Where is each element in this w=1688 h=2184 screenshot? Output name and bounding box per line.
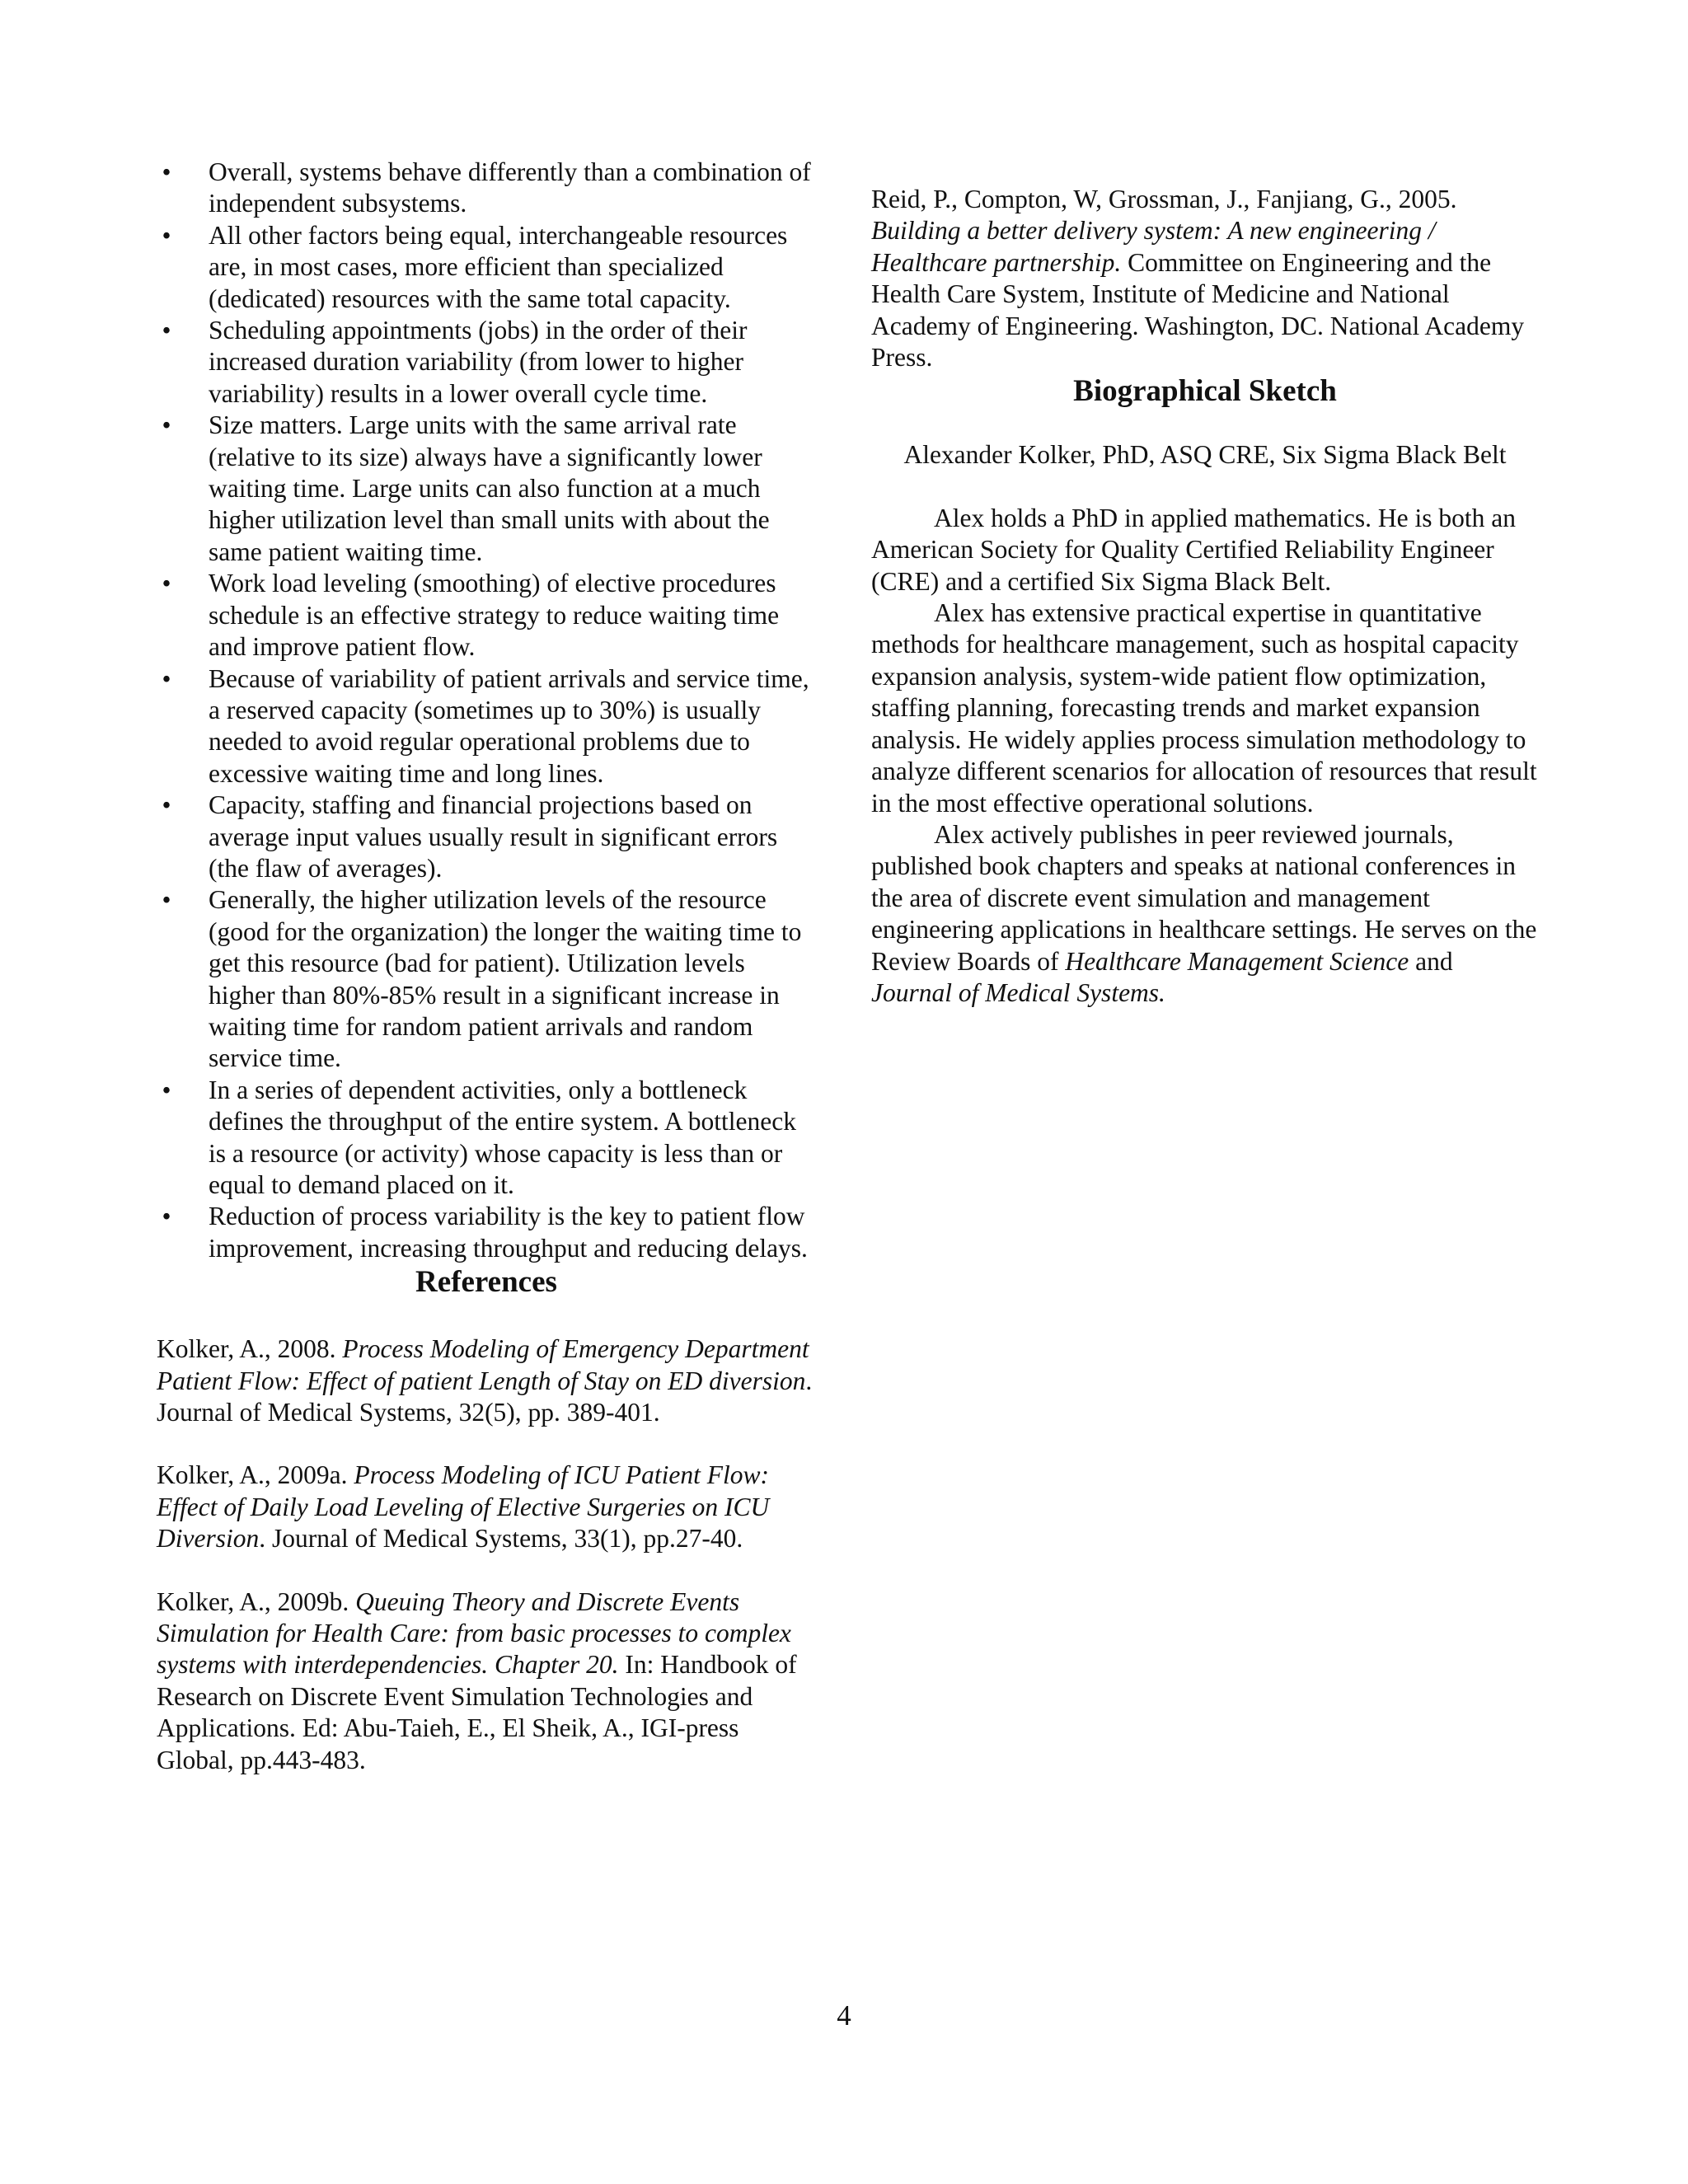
bullet-marker: •: [162, 220, 171, 250]
bullet-marker: •: [162, 1202, 171, 1231]
right-column: [871, 184, 1539, 1009]
bullet-item: [157, 884, 816, 1074]
biographical-sketch-heading: Biographical Sketch: [1073, 374, 1337, 409]
reference-title: Process Modeling of Emergency Department Patient Flow: Effect of patient Length of Stay on ED diversion: [157, 1334, 809, 1395]
reference-source: In: Handbook of Research on Discrete Event Simulation Technologies and Applications. Ed: Abu-Taieh, E., El Sheik, A., IGI-press Global, pp.443-483.: [157, 1650, 797, 1774]
reference-entry: [157, 1460, 816, 1554]
bullet-marker: •: [162, 569, 171, 598]
journal-name: Journal of Medical Systems.: [871, 977, 1165, 1007]
bullet-text: Size matters. Large units with the same arrival rate (relative to its size) always have a significantly lower waiting time. Large units can also function at a much higher utilization level than small units with about the same patient waiting time.: [209, 410, 770, 566]
bullet-marker: •: [162, 663, 171, 693]
bullet-text: All other factors being equal, interchangeable resources are, in most cases, more efficient than specialized (dedicated) resources with the same total capacity.: [209, 220, 788, 313]
reference-source: . Journal of Medical Systems, 33(1), pp.27-40.: [259, 1524, 743, 1554]
reference-source: Committee on Engineering and the Health Care System, Institute of Medicine and National Academy of Engineering. Washington, DC. National Academy Press.: [871, 247, 1525, 373]
reference-authors: Kolker, A., 2008.: [157, 1334, 343, 1364]
bullet-item: [157, 790, 816, 884]
left-column: [157, 157, 816, 1776]
bullet-marker: •: [162, 157, 171, 186]
bullet-marker: •: [162, 410, 171, 440]
bullet-text: Overall, systems behave differently than a combination of independent subsystems.: [209, 157, 811, 218]
journal-name: Healthcare Management Science: [1065, 946, 1409, 976]
bullet-text: In a series of dependent activities, only a bottleneck defines the throughput of the entire system. A bottleneck is a resource (or activity) whose capacity is less than or equal to demand placed on it.: [209, 1075, 796, 1199]
bullet-marker: •: [162, 885, 171, 915]
bullet-marker: •: [162, 790, 171, 820]
reference-title: Building a better delivery system: A new engineering / Healthcare partnership.: [871, 216, 1436, 277]
reference-title: Queuing Theory and Discrete Events Simulation for Health Care: from basic processes to complex systems with interdependencies. Chapter 20.: [157, 1586, 791, 1680]
bullet-item: [157, 220, 816, 315]
bio-paragraph: [871, 819, 1539, 1009]
bio-text: Alex actively publishes in peer reviewed journals, published book chapters and speaks at national conferences in the area of discrete event simulation and management engineering applications in healthcare settings. He serves on the Review Boards of: [871, 819, 1537, 976]
bullet-text: Scheduling appointments (jobs) in the order of their increased duration variability (from lower to higher variability) results in a lower overall cycle time.: [209, 316, 748, 408]
bio-author-line: Alexander Kolker, PhD, ASQ CRE, Six Sigma Black Belt: [903, 440, 1507, 470]
bullet-item: [157, 1075, 816, 1202]
bullet-marker: •: [162, 1075, 171, 1104]
bullet-item: [157, 315, 816, 410]
bullet-text: Because of variability of patient arrivals and service time, a reserved capacity (sometimes up to 30%) is usually needed to avoid regular operational problems due to excessive waiting time and long lines.: [209, 663, 809, 788]
findings-bullet-list: [157, 157, 816, 1264]
bullet-item: [157, 410, 816, 568]
bullet-item: [157, 568, 816, 663]
bullet-text: Reduction of process variability is the key to patient flow improvement, increasing throughput and reducing delays.: [209, 1202, 808, 1263]
bullet-item: [157, 663, 816, 790]
reference-entry: [157, 1586, 816, 1776]
reference-title: Process Modeling of ICU Patient Flow: Effect of Daily Load Leveling of Elective Surgeries on ICU Diversion: [157, 1460, 770, 1554]
reference-entry: [157, 1333, 816, 1428]
reference-authors: Reid, P., Compton, W, Grossman, J., Fanjiang, G., 2005.: [871, 185, 1457, 213]
bullet-text: Generally, the higher utilization levels of the resource (good for the organization) the longer the waiting time to get this resource (bad for patient). Utilization levels higher than 80%-85% result in a significant increase in waiting time for random patient arrivals and random service time.: [209, 885, 802, 1073]
bio-paragraph: Alex holds a PhD in applied mathematics. He is both an American Society for Quality Certified Reliability Engineer (CRE) and a certified Six Sigma Black Belt.: [871, 503, 1516, 596]
bullet-item: [157, 1201, 816, 1264]
bio-text: and: [1409, 946, 1453, 976]
page-number: 4: [837, 1999, 851, 2032]
reference-entry: [871, 184, 1539, 373]
bullet-text: Capacity, staffing and financial projections based on average input values usually result in significant errors (the flaw of averages).: [209, 790, 778, 883]
bio-paragraph: Alex has extensive practical expertise in quantitative methods for healthcare management, such as hospital capacity expansion analysis, system-wide patient flow optimization, staffing planning, forecasting trends and market expansion analysis. He widely applies process simulation methodology to analyze different scenarios for allocation of resources that result in the most effective operational solutions.: [871, 598, 1537, 818]
bullet-marker: •: [162, 316, 171, 345]
references-heading: References: [415, 1265, 557, 1300]
reference-authors: Kolker, A., 2009b.: [157, 1586, 356, 1616]
reference-authors: Kolker, A., 2009a.: [157, 1460, 354, 1490]
reference-source: . Journal of Medical Systems, 32(5), pp. 389-401.: [157, 1366, 813, 1427]
bullet-text: Work load leveling (smoothing) of elective procedures schedule is an effective strategy to reduce waiting time and improve patient flow.: [209, 569, 780, 662]
bullet-item: [157, 157, 816, 220]
